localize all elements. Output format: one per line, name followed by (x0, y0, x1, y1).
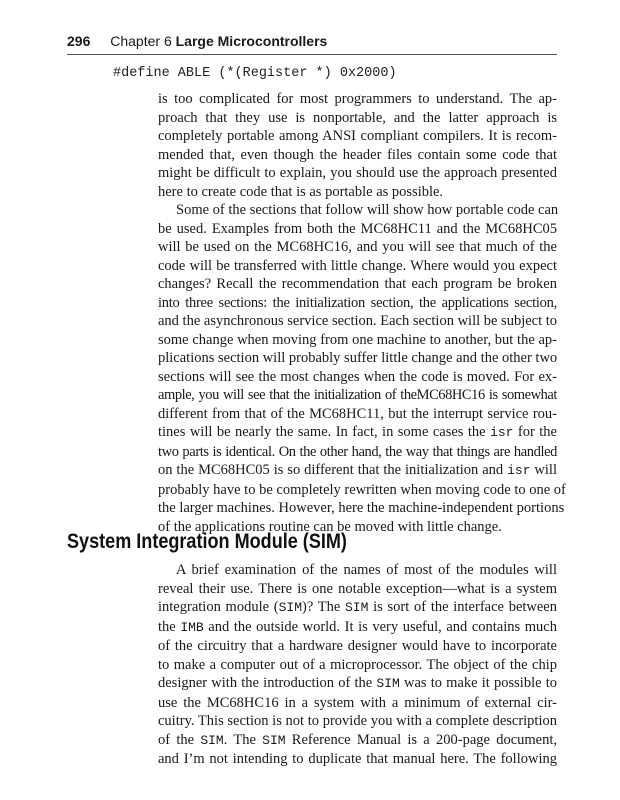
code-isr: isr (490, 425, 514, 440)
text-line: be used. Examples from both the MC68HC11 and the MC68HC05 (158, 220, 557, 237)
text-fragment: will (530, 462, 557, 478)
text-line: probably have to be completely rewritten when moving code to one of (158, 481, 566, 498)
text-fragment: Reference Manual is a 200-page document, (285, 731, 557, 748)
text-line: A brief examination of the names of most of the modules will (176, 562, 557, 578)
running-header (67, 30, 557, 52)
text-line: ample, you will see that the initialization of theMC68HC16 is somewhat (158, 387, 557, 403)
section-heading: System Integration Module (SIM) (67, 530, 347, 553)
text-line (158, 461, 557, 481)
text-fragment: . The (223, 731, 263, 748)
text-line: is too complicated for most programmers to understand. The ap- (158, 91, 557, 107)
text-line: here to create code that is as portable as possible. (158, 183, 444, 200)
text-line: two parts is identical. On the other hand, the way that things are handled (158, 443, 557, 460)
text-line: the larger machines. However, here the machine-independent portions (158, 500, 565, 516)
text-fragment: tines will be nearly the same. In fact, in some cases the (158, 424, 491, 440)
text-line: to make a computer out of a microprocessor. The object of the chip (158, 656, 557, 673)
code-sim: SIM (262, 732, 286, 748)
header-rule (67, 54, 557, 55)
text-fragment: and the outside world. It is very useful, and contains much (203, 618, 557, 635)
text-line: into three sections: the initialization section, the applications section, (158, 294, 557, 311)
text-fragment: integration module ( (158, 599, 279, 615)
text-line (158, 598, 557, 618)
text-line (158, 423, 557, 443)
text-line: completely portable among ANSI compliant compilers. It is recom- (158, 128, 557, 144)
chapter-label: Chapter 6 (110, 33, 172, 49)
code-imb: IMB (180, 619, 204, 635)
text-line: of the applications routine can be moved with little change. (158, 518, 502, 535)
text-line: will be used on the MC68HC16, and you will see that much of the (158, 239, 557, 255)
chapter-title: Large Microcontrollers (175, 33, 328, 49)
page-number: 296 (67, 33, 91, 49)
text-line: Some of the sections that follow will show how portable code can (176, 202, 559, 218)
text-line: code will be transferred with little change. Where would you expect (158, 257, 557, 274)
text-fragment: the (158, 618, 181, 635)
text-line: of the circuitry that a hardware designer would have to incorporate (158, 638, 557, 654)
code-isr: isr (507, 463, 531, 478)
code-sim: SIM (345, 600, 369, 615)
text-line (158, 674, 557, 694)
text-line: different from that of the MC68HC11, but the interrupt service rou- (158, 405, 557, 422)
code-define-line: #define ABLE (*(Register *) 0x2000) (113, 66, 397, 81)
text-line: changes? Recall the recommendation that each program be broken (158, 276, 557, 292)
text-line: and I’m not intending to duplicate that manual here. The following (158, 751, 557, 767)
paragraph-3 (158, 561, 557, 769)
text-fragment: designer with the introduction of the (158, 675, 377, 691)
text-line: sections will see the most changes when the code is moved. For ex- (158, 368, 557, 385)
text-line: might be difficult to explain, you should use the approach presented (158, 165, 557, 181)
text-line (158, 731, 557, 751)
paragraph-2 (158, 201, 566, 536)
text-fragment: on the MC68HC05 is so different that the initialization and (158, 462, 508, 478)
text-line: and the asynchronous service section. Each section will be subject to (158, 313, 558, 329)
section2-text (158, 561, 557, 769)
text-line: plications section will probably suffer little change and the other two (158, 350, 558, 366)
text-line: cuitry. This section is not to provide you with a complete description (158, 713, 557, 729)
text-line: some change when moving from one machine to another, but the ap- (158, 331, 557, 348)
section1-text (158, 90, 566, 536)
code-sim: SIM (200, 732, 224, 748)
text-fragment: is sort of the interface between (368, 599, 557, 615)
text-line: use the MC68HC16 in a system with a minimum of external cir- (158, 694, 557, 711)
text-line (158, 618, 557, 638)
text-fragment: of the (158, 731, 201, 748)
code-sim: SIM (376, 676, 400, 691)
code-sim: SIM (278, 600, 302, 615)
text-line: proach that they use is nonportable, and the latter approach is (158, 109, 557, 126)
text-line: reveal their use. There is one notable exception—what is a system (158, 580, 557, 597)
text-fragment: for the (513, 424, 557, 440)
text-fragment: )? The (302, 599, 345, 615)
paragraph-1 (158, 90, 557, 201)
text-line: mended that, even though the header files contain some code that (158, 146, 557, 163)
text-fragment: was to make it possible to (399, 675, 557, 691)
